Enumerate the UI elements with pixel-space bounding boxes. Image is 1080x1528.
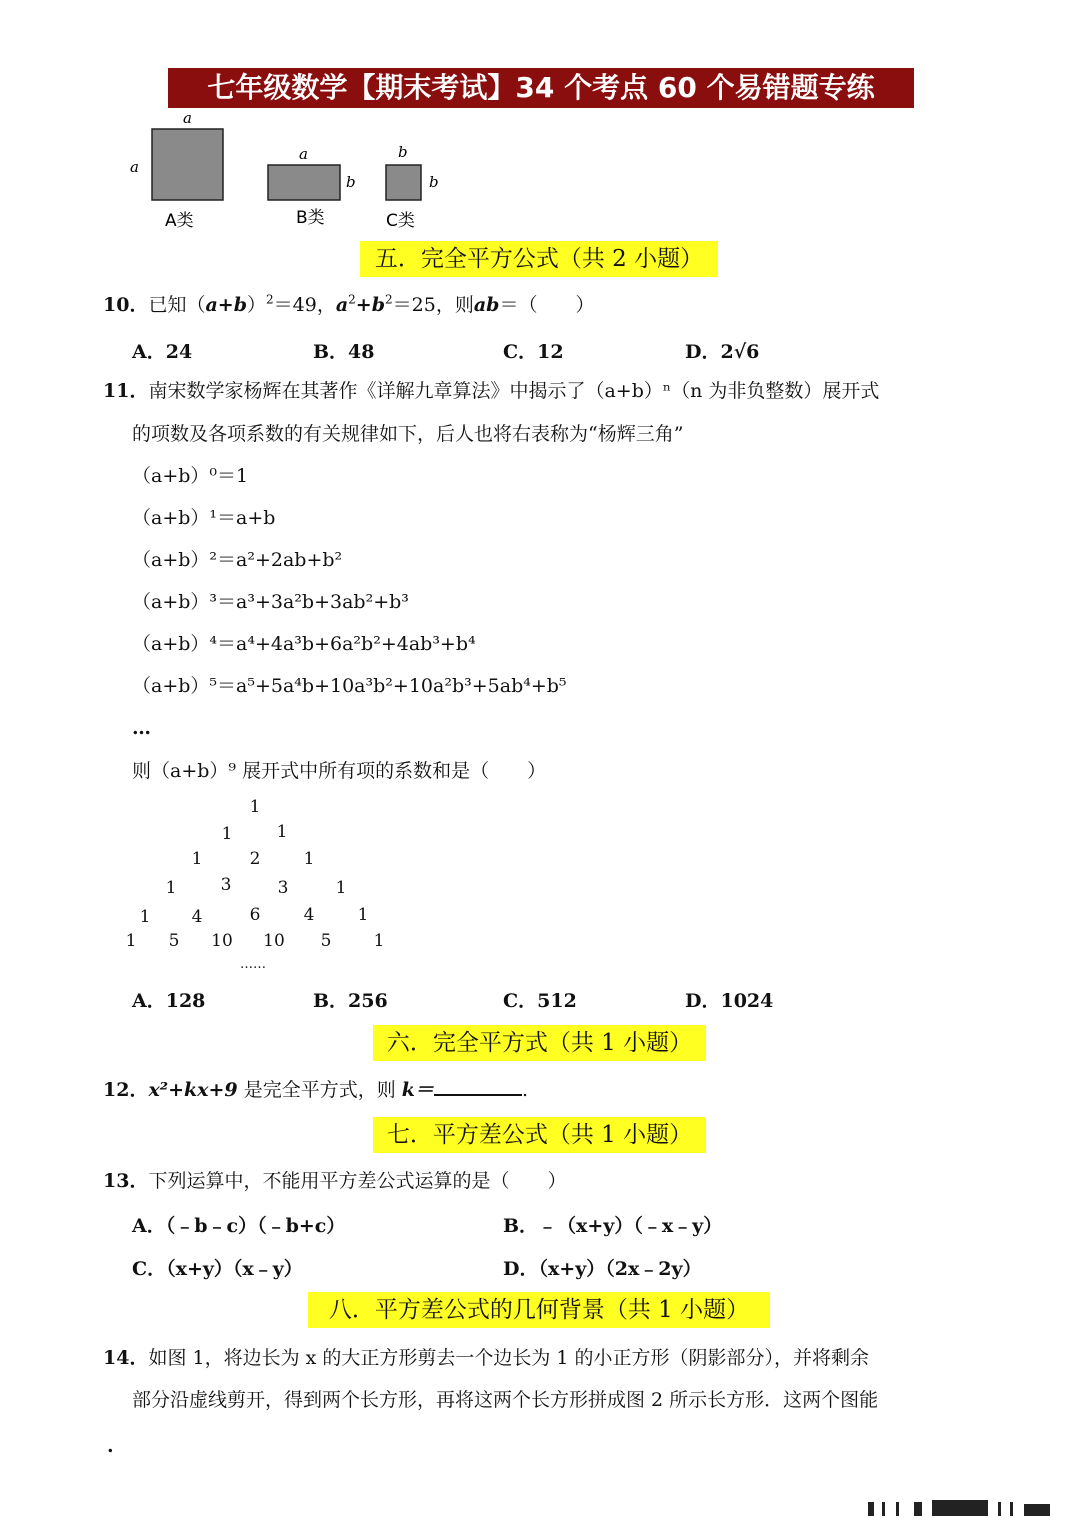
- question-10: 10．已知$(a+b)^2=49$，$a^2+b^2=25$，则ab＝（ ）: [103, 292, 595, 316]
- tri-cell: 10: [263, 931, 285, 951]
- tri-cell: 6: [249, 905, 261, 925]
- option-c: C．12: [503, 341, 564, 363]
- question-number: 10．: [103, 294, 149, 316]
- option-b: B．﹣（x+y）（﹣x﹣y）: [503, 1215, 723, 1237]
- question-number: 12．: [103, 1079, 149, 1101]
- tri-cell: 4: [191, 907, 203, 927]
- question-number: 11．: [103, 380, 149, 402]
- tri-cell: 1: [276, 822, 288, 842]
- tile-b-right-label: b: [346, 173, 356, 191]
- tri-cell: 1: [335, 878, 347, 898]
- tri-dots: ……: [240, 957, 266, 972]
- tri-cell: 1: [221, 824, 233, 844]
- tile-b-top-label: a: [299, 145, 308, 163]
- section-heading-7: 七．平方差公式（共 1 小题）: [373, 1117, 706, 1153]
- option-d: D．1024: [685, 990, 774, 1012]
- question-number: 14．: [103, 1347, 149, 1369]
- tri-cell: 1: [249, 797, 261, 817]
- tri-cell: 1: [303, 849, 315, 869]
- question-13: 13．下列运算中，不能用平方差公式运算的是（ ）: [103, 1170, 567, 1192]
- caption-b: B类: [296, 208, 325, 228]
- tile-figure: [125, 112, 455, 237]
- tile-c: [386, 165, 421, 200]
- tile-a-left-label: a: [130, 158, 139, 176]
- question-14-line-3: .: [107, 1435, 114, 1457]
- option-a: A．128: [132, 990, 206, 1012]
- question-11-ask: 则（a+b）⁹ 展开式中所有项的系数和是（ ）: [132, 760, 547, 782]
- answer-blank: [434, 1076, 522, 1096]
- tile-b: [268, 165, 340, 200]
- tri-cell: 5: [168, 931, 180, 951]
- tri-cell: 2: [249, 849, 261, 869]
- question-11-line-1: 南宋数学家杨辉在其著作《详解九章算法》中揭示了（a+b）ⁿ（n 为非负整数）展开式: [148, 380, 880, 402]
- ellipsis: …: [132, 717, 151, 739]
- tri-cell: 1: [139, 907, 151, 927]
- caption-a: A类: [165, 211, 194, 231]
- question-number: 13．: [103, 1170, 149, 1192]
- question-12: 12．x²+kx+9 是完全平方式，则 k＝ .: [103, 1076, 528, 1103]
- option-a: A．（﹣b﹣c）（﹣b+c）: [132, 1215, 346, 1237]
- tri-cell: 10: [211, 931, 233, 951]
- expansion-1: （a+b）¹＝a+b: [132, 507, 276, 529]
- tri-cell: 3: [277, 878, 289, 898]
- option-d: D．（x+y）（2x﹣2y）: [503, 1258, 702, 1280]
- tile-a: [152, 129, 223, 200]
- section-heading-8: 八．平方差公式的几何背景（共 1 小题）: [308, 1292, 770, 1328]
- option-b: B．48: [313, 341, 375, 363]
- option-a: A．24: [132, 341, 193, 363]
- page-corner-marks: [848, 1498, 1068, 1518]
- question-14: [103, 1345, 869, 1371]
- tri-cell: 1: [357, 905, 369, 925]
- tile-a-top-label: a: [183, 112, 192, 127]
- page-title: 七年级数学【期末考试】34 个考点 60 个易错题专练: [168, 68, 914, 108]
- yanghui-triangle: [120, 792, 400, 972]
- tri-cell: 3: [220, 875, 232, 895]
- tile-c-right-label: b: [429, 173, 439, 191]
- option-c: C．512: [503, 990, 577, 1012]
- question-11: [103, 378, 879, 404]
- question-14-line-2: 部分沿虚线剪开，得到两个长方形，再将这两个长方形拼成图 2 所示长方形．这两个图能: [132, 1389, 879, 1411]
- expansion-0: （a+b）⁰＝1: [132, 465, 249, 487]
- tile-c-top-label: b: [398, 143, 408, 161]
- option-d: D．2√6: [685, 341, 760, 363]
- caption-c: C类: [386, 211, 415, 231]
- expansion-4: （a+b）⁴＝a⁴+4a³b+6a²b²+4ab³+b⁴: [132, 633, 476, 655]
- question-11-line-2: 的项数及各项系数的有关规律如下，后人也将右表称为“杨辉三角”: [132, 423, 684, 445]
- tri-cell: 1: [373, 931, 385, 951]
- question-14-line-1: 如图 1，将边长为 x 的大正方形剪去一个边长为 1 的小正方形（阴影部分），并将剩余: [148, 1347, 870, 1369]
- expansion-2: （a+b）²＝a²+2ab+b²: [132, 549, 343, 571]
- option-c: C．（x+y）（x﹣y）: [132, 1258, 303, 1280]
- expansion-5: （a+b）⁵＝a⁵+5a⁴b+10a³b²+10a²b³+5ab⁴+b⁵: [132, 675, 567, 697]
- tri-cell: 5: [320, 931, 332, 951]
- section-heading-5: 五．完全平方公式（共 2 小题）: [360, 241, 718, 277]
- tri-cell: 1: [191, 849, 203, 869]
- expansion-3: （a+b）³＝a³+3a²b+3ab²+b³: [132, 591, 409, 613]
- option-b: B．256: [313, 990, 388, 1012]
- tri-cell: 1: [125, 931, 137, 951]
- tri-cell: 4: [303, 905, 315, 925]
- section-heading-6: 六．完全平方式（共 1 小题）: [373, 1025, 706, 1061]
- tri-cell: 1: [165, 878, 177, 898]
